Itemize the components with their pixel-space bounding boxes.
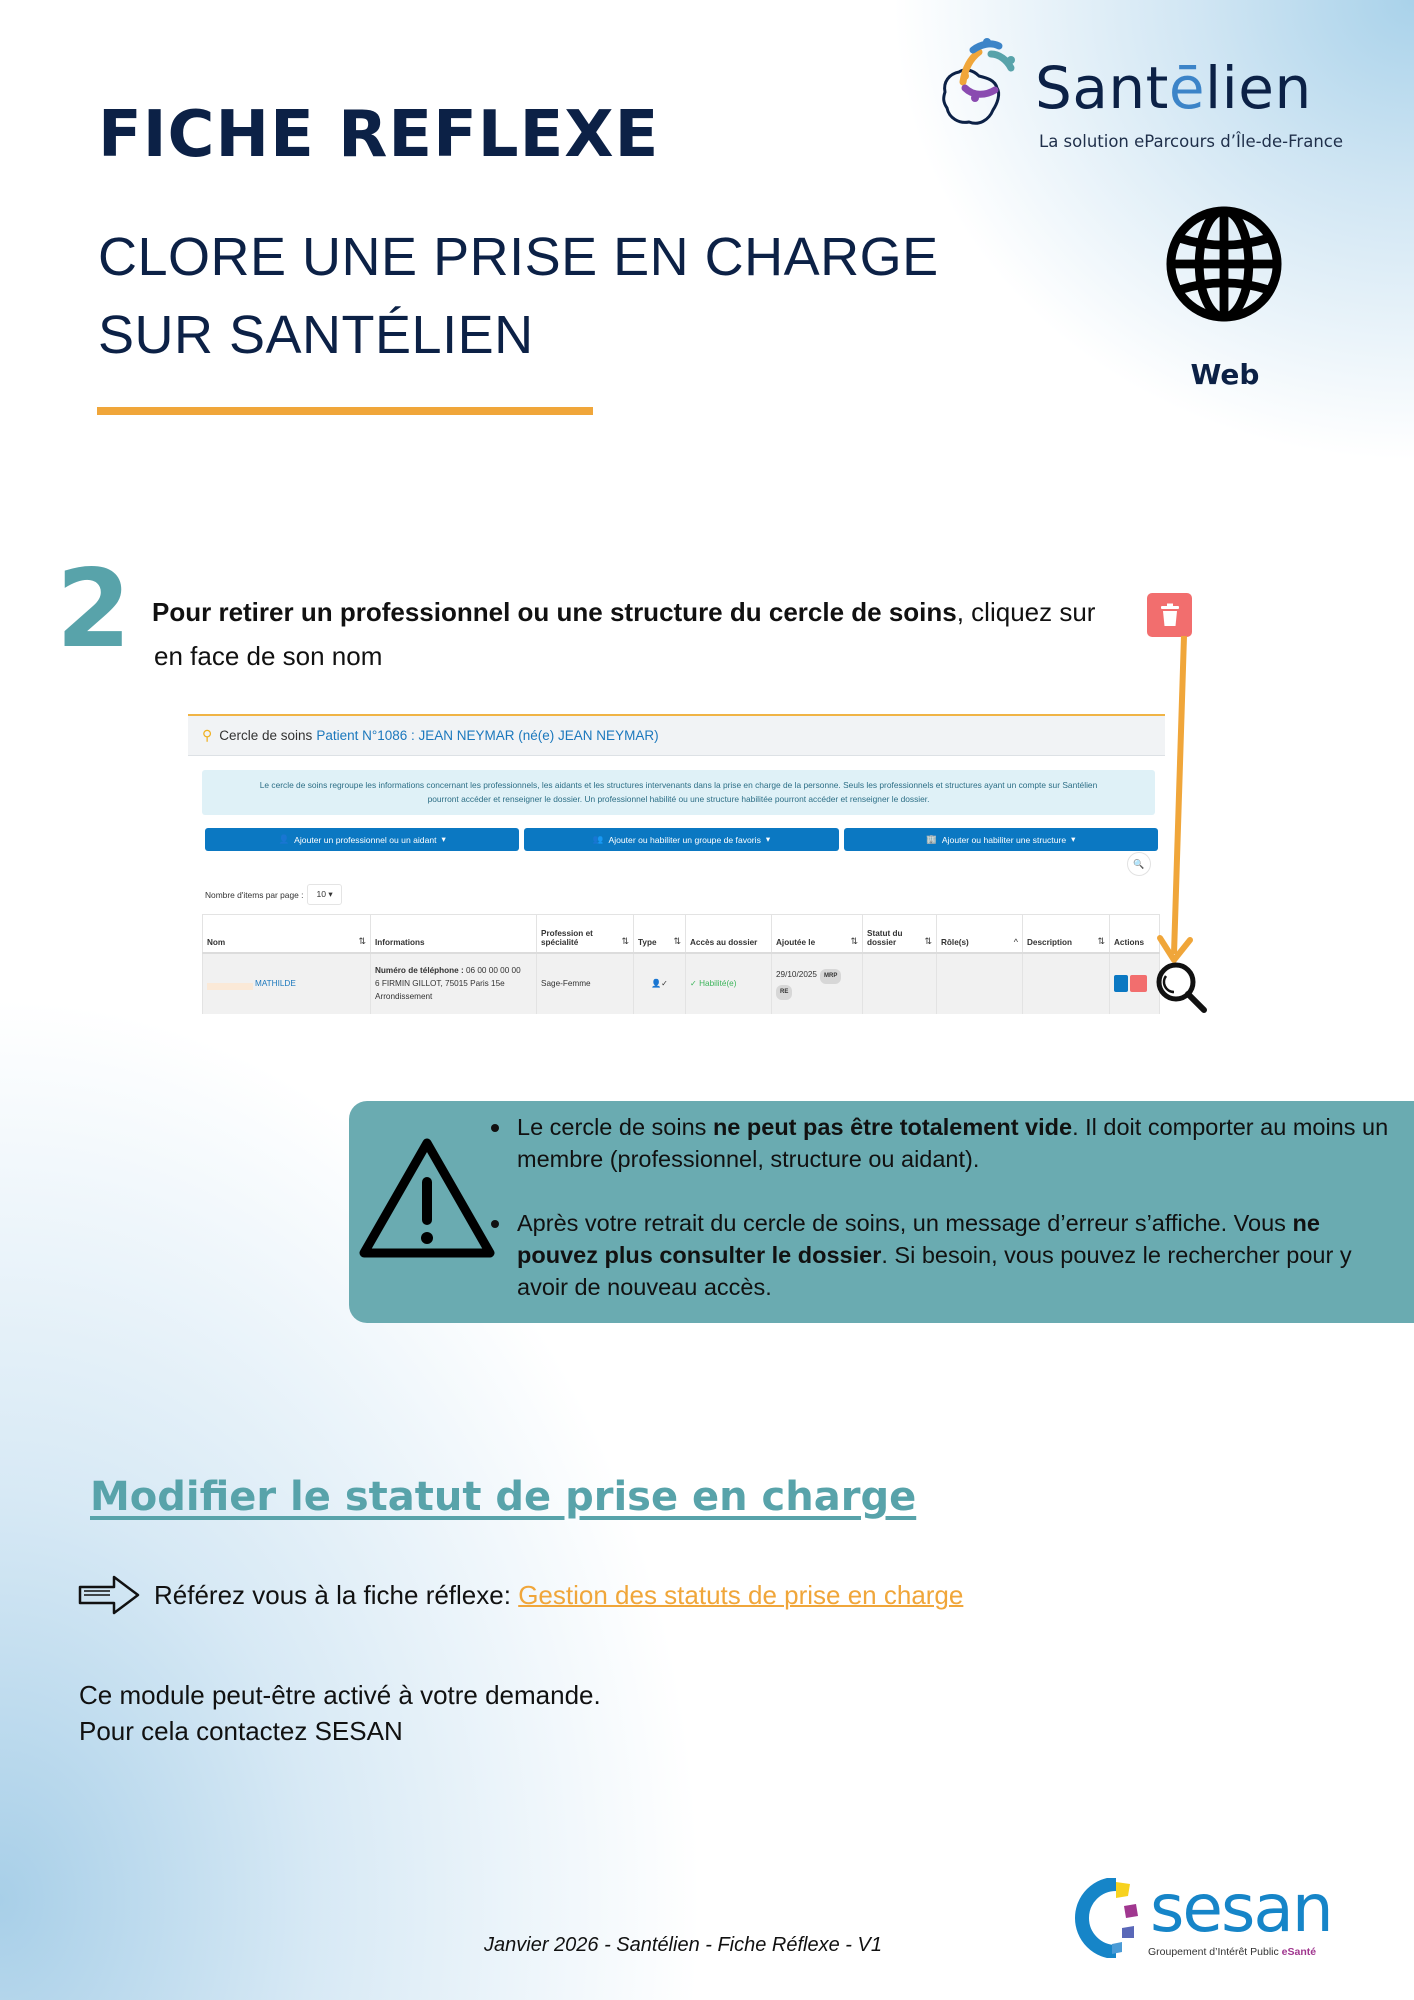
warning-icon [356, 1135, 498, 1263]
info-alert: Le cercle de soins regroupe les informations concernant les professionnels, les aidants et les structures intervenants dans la prise en charge de la personne. Seuls les professionnels et structures ayant un compte sur Santélien pourront accéder et renseigner le dossier. Un professionnel habilité ou une structure habilitée pourront accéder et renseigner le dossier. [202, 770, 1155, 815]
add-favorites-group-button[interactable]: 👥 Ajouter ou habiliter un groupe de favoris ▾ [524, 828, 838, 851]
sort-icon: ⇅ [673, 935, 681, 946]
pointer-arrow-icon [1140, 636, 1230, 1026]
step-bold-text: Pour retirer un professionnel ou une structure du cercle de soins [152, 597, 957, 627]
users-icon: 👥 [592, 834, 604, 844]
col-roles[interactable]: Rôle(s) ^ [937, 915, 1023, 953]
access-status: ✓ Habilité(e) [686, 953, 772, 1015]
table-row [203, 953, 1160, 1015]
page-subtitle [98, 218, 939, 374]
sort-icon: ⇅ [621, 935, 629, 946]
santelien-logo-icon [935, 34, 1025, 134]
col-actions: Actions [1110, 915, 1160, 953]
app-screenshot [188, 714, 1165, 1014]
footer-text: Janvier 2026 - Santélien - Fiche Réflexe - V1 [484, 1934, 882, 1956]
warning-box [349, 1101, 1414, 1323]
trash-icon [1147, 593, 1192, 637]
care-circle-table [202, 914, 1160, 1014]
caret-down-icon: ▾ [765, 834, 771, 844]
col-informations: Informations [371, 915, 537, 953]
sort-icon: ⇅ [1097, 935, 1105, 946]
added-date: 29/10/2025 MRP RE [772, 953, 863, 1015]
sesan-logo-icon [1072, 1878, 1152, 1958]
user-icon: 👤 [278, 834, 290, 844]
col-profession[interactable]: Profession et spécialité ⇅ [537, 915, 634, 953]
col-statut[interactable]: Statut du dossier ⇅ [863, 915, 937, 953]
col-nom[interactable]: Nom ⇅ [203, 915, 371, 953]
page-title: FICHE REFLEXE [98, 98, 660, 172]
role-badge: RE [776, 985, 792, 1000]
santelien-tagline: La solution eParcours d’Île-de-France [1039, 132, 1343, 151]
santelien-logo [935, 34, 1355, 164]
subtitle-line-2: SUR SANTÉLIEN [98, 305, 534, 365]
col-description[interactable]: Description ⇅ [1023, 915, 1110, 953]
edit-button[interactable] [1114, 975, 1128, 992]
caret-down-icon: ▾ [1071, 834, 1076, 844]
col-type[interactable]: Type ⇅ [634, 915, 686, 953]
add-structure-button[interactable]: 🏢 Ajouter ou habiliter une structure ▾ [844, 828, 1158, 851]
subtitle-line-1: CLORE UNE PRISE EN CHARGE [98, 227, 939, 287]
user-check-icon: 👤✓ [634, 953, 686, 1015]
module-note: Ce module peut-être activé à votre demande. Pour cela contactez SESAN [79, 1680, 601, 1746]
building-icon: 🏢 [926, 834, 937, 844]
title-underline [97, 407, 593, 415]
sesan-logo [1072, 1870, 1332, 1963]
sort-icon: ^ [1013, 936, 1018, 947]
arrow-right-icon [78, 1573, 140, 1617]
status-guide-link[interactable]: Gestion des statuts de prise en charge [518, 1579, 964, 1610]
items-per-page: Nombre d'items par page : 10 ▾ [205, 884, 342, 905]
step-number: 2 [56, 547, 132, 672]
role-badge: MRP [820, 969, 841, 984]
warning-item-2: Après votre retrait du cercle de soins, un message d’erreur s’affiche. Vous ne pouvez plus consulter le dossier. Si besoin, vous pouvez le rechercher pour y avoir de nouveau accès. [491, 1207, 1391, 1303]
key-icon: ⚲ [202, 727, 213, 743]
col-ajoutee[interactable]: Ajoutée le ⇅ [772, 915, 863, 953]
search-icon: 🔍 [1133, 858, 1145, 869]
member-name-link[interactable]: MATHILDE [207, 979, 296, 988]
platform-label: Web [1190, 358, 1260, 391]
step-line-2: en face de son nom [154, 641, 383, 671]
care-circle-header: ⚲ Cercle de soins Patient N°1086 : JEAN NEYMAR (né(e) JEAN NEYMAR) [188, 716, 1165, 756]
add-professional-button[interactable]: 👤 Ajouter un professionnel ou un aidant ▾ [205, 828, 519, 851]
sesan-tagline: Groupement d’Intérêt Public eSanté [1148, 1946, 1317, 1958]
santelien-wordmark: Santēlien [1035, 54, 1312, 122]
caret-down-icon: ▾ [441, 834, 446, 844]
section-title: Modifier le statut de prise en charge [90, 1474, 917, 1520]
col-acces: Accès au dossier [686, 915, 772, 953]
refer-line [78, 1573, 963, 1617]
sort-icon: ⇅ [358, 935, 366, 946]
globe-icon [1165, 205, 1283, 323]
member-profession: Sage-Femme [537, 953, 634, 1015]
sesan-wordmark: sesan [1150, 1870, 1332, 1947]
items-per-page-select[interactable]: 10 ▾ [307, 884, 341, 905]
warning-item-1: Le cercle de soins ne peut pas être totalement vide. Il doit comporter au moins un membre (professionnel, structure ou aidant). [491, 1111, 1391, 1175]
step-instruction: Pour retirer un professionnel ou une structure du cercle de soins, cliquez sur en face de son nom [152, 590, 1152, 678]
refer-text: Référez vous à la fiche réflexe: [154, 1579, 511, 1610]
member-info: Numéro de téléphone : 06 00 00 00 00 6 FIRMIN GILLOT, 75015 Paris 15e Arrondissement [371, 953, 537, 1015]
patient-label: Patient N°1086 : JEAN NEYMAR (né(e) JEAN NEYMAR) [316, 728, 659, 743]
sort-icon: ⇅ [924, 935, 932, 946]
sort-icon: ⇅ [850, 935, 858, 946]
